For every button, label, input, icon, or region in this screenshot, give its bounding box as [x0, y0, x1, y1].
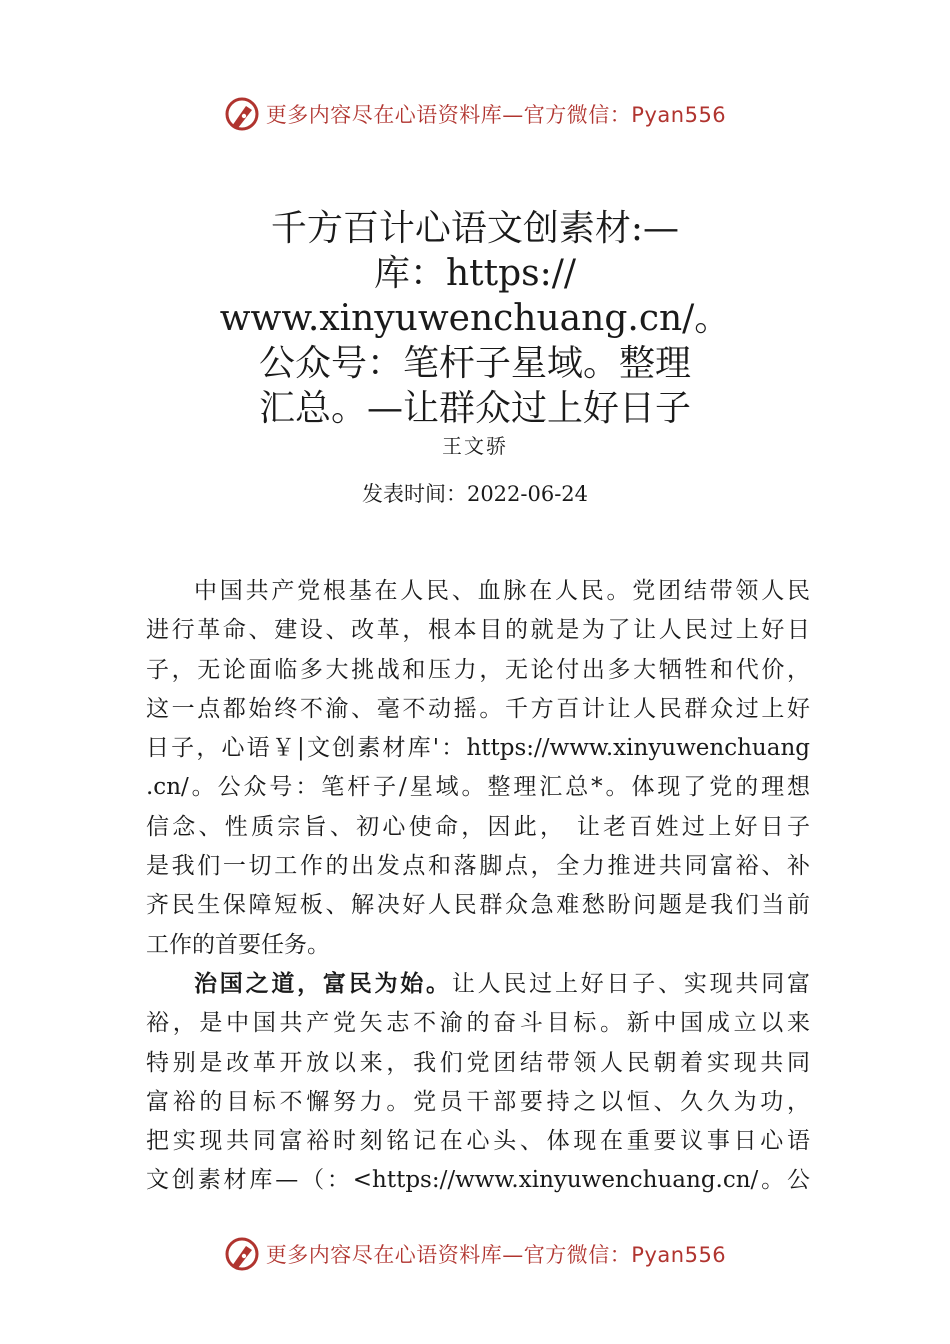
text-line: 子，无论面临多大挑战和压力，无论付出多大牺牲和代价， — [146, 656, 810, 683]
text-line: 文创素材库—（：<https://www.xinyuwenchuang.cn/。公 — [146, 1167, 810, 1194]
title-line: 公众号：笔杆子星域。整理 — [258, 343, 691, 384]
footer-banner-text: 更多内容尽在心语资料库—官方微信：Pyan556 — [265, 1243, 727, 1267]
paragraph-2 — [146, 965, 810, 1201]
text-line: 富裕的目标不懈努力。党员干部要持之以恒、久久为功， — [146, 1088, 810, 1115]
text-line: 信念、性质宗旨、初心使命，因此， 让老百姓过上好日子 — [146, 813, 810, 840]
text-line: 这一点都始终不渝、毫不动摇。千方百计让人民群众过上好 — [146, 695, 810, 722]
text-line: 中国共产党根基在人民、血脉在人民。党团结带领人民 — [194, 578, 810, 604]
article-author: 王文骄 — [442, 434, 508, 458]
header-banner — [0, 92, 950, 136]
text-line: 工作的首要任务。 — [146, 931, 330, 958]
header-banner-text: 更多内容尽在心语资料库—官方微信：Pyan556 — [265, 103, 727, 127]
pen-nib-logo-icon — [224, 96, 260, 132]
text-line: .cn/。公众号：笔杆子/星域。整理汇总*。体现了党的理想 — [146, 774, 810, 801]
text-span: 让人民过上好日子、实现共同富 — [451, 970, 810, 997]
text-line: 是我们一切工作的出发点和落脚点，全力推进共同富裕、补 — [146, 853, 810, 880]
text-line: 特别是改革开放以来，我们党团结带领人民朝着实现共同 — [146, 1049, 810, 1076]
title-line: www.xinyuwenchuang.cn/。 — [219, 298, 731, 339]
publish-date: 发表时间：2022-06-24 — [361, 482, 589, 506]
pen-nib-logo-icon — [224, 1236, 260, 1272]
text-line: 裕，是中国共产党矢志不渝的奋斗目标。新中国成立以来 — [146, 1010, 810, 1037]
title-line: 汇总。—让群众过上好日子 — [258, 388, 691, 429]
title-line: 千方百计心语文创素材:— — [270, 208, 680, 249]
text-line: 齐民生保障短板、解决好人民群众急难愁盼问题是我们当前 — [146, 892, 810, 919]
text-line: 进行革命、建设、改革，根本目的就是为了让人民过上好日 — [146, 617, 810, 644]
article-body — [146, 572, 810, 1201]
paragraph-lead-bold: 治国之道，富民为始。 — [194, 970, 452, 997]
text-line: 日子，心语￥|文创素材库'：https://www.xinyuwenchuang — [146, 735, 810, 762]
footer-banner — [0, 1232, 950, 1276]
article-title — [200, 206, 750, 431]
title-line: 库：https:// — [373, 253, 577, 294]
text-line — [146, 965, 810, 1004]
paragraph-1 — [146, 572, 810, 965]
text-line: 把实现共同富裕时刻铭记在心头、体现在重要议事日心语 — [146, 1128, 810, 1155]
